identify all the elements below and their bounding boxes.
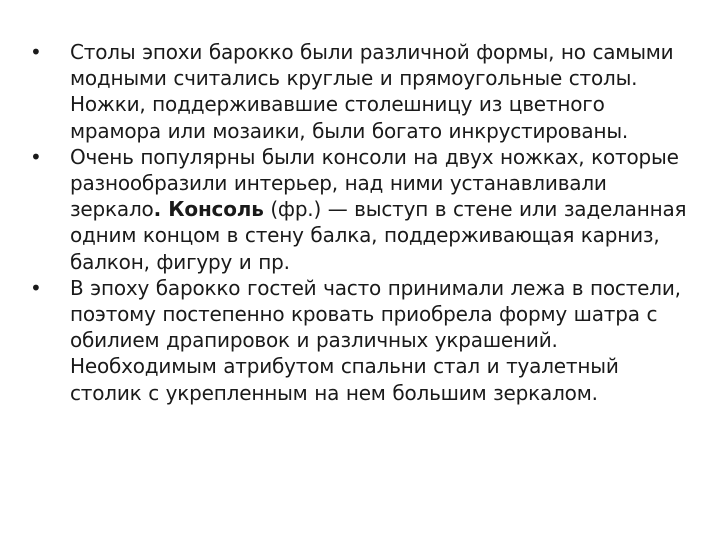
bullet-text: В эпоху барокко гостей часто принимали лежа в постели, поэтому постепенно кровать приобрела форму шатра с обилием драпировок и различных украшений. Необходимым атрибутом спальни стал и туалетный столик с укрепленным на нем большим зеркалом. [70, 275, 681, 405]
bullet-text: Очень популярны были консоли на двух ножках, которые разнообразили интерьер, над ними устанавливали зеркало [70, 144, 679, 222]
bullet-bold-term: . Консоль [153, 197, 264, 222]
bullet-item-tables [30, 39, 690, 144]
bullet-dot-icon: • [30, 275, 42, 300]
bullet-dot-icon: • [30, 40, 42, 64]
bullet-text: Столы эпохи барокко были различной формы, но самыми модными считались круглые и прямоугольные столы. Ножки, поддерживавшие столешницу из цветного мрамора или мозаики, были богато инкрустированы. [70, 40, 674, 143]
bullet-item-beds [30, 275, 690, 406]
bullet-list [30, 39, 690, 406]
bullet-text-continued: (фр.) — выступ в стене или заделанная одним концом в стену балка, поддерживающая карниз, балкон, фигуру и пр. [70, 197, 687, 274]
bullet-dot-icon: • [30, 144, 42, 169]
bullet-item-consoles [30, 144, 690, 275]
